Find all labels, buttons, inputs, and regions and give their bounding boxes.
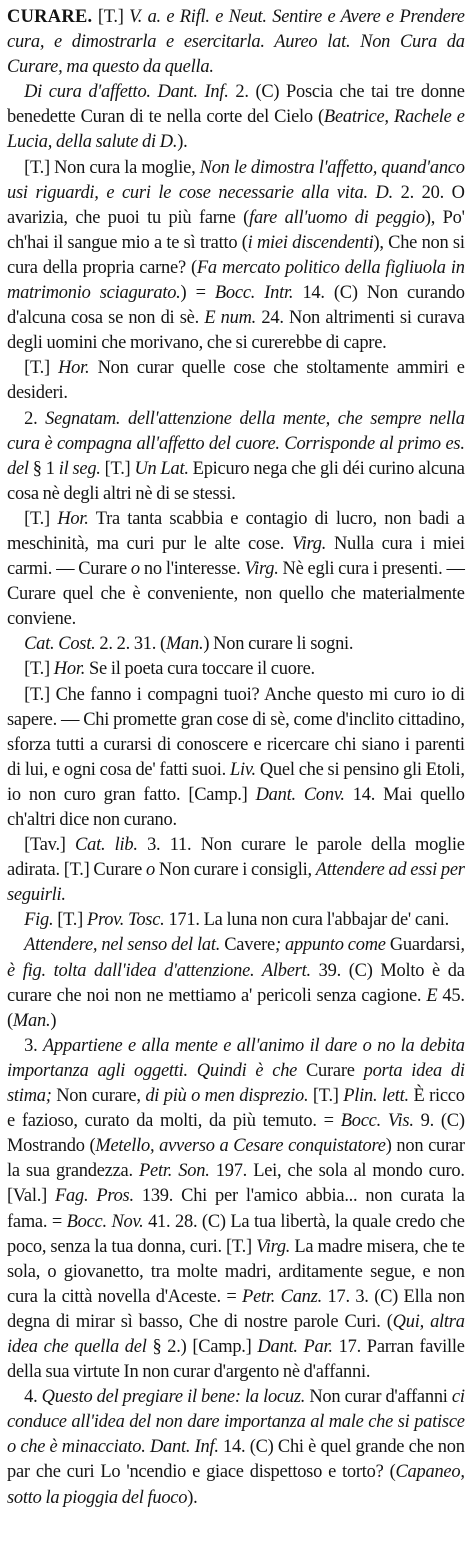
italic-run: Hor. [57, 507, 89, 529]
text-run: 197. Lei, che sola al mondo curo. [Val.] [7, 1160, 465, 1207]
text-run: [T.] [24, 507, 58, 529]
text-run: Non curare, [51, 1085, 146, 1107]
text-run: ) non curar la sua grandezza. [7, 1135, 465, 1182]
italic-run: Questo del pregiare il bene: la locuz. [41, 1386, 306, 1408]
text-run: 41. 28. (C) La tua libertà, la quale credo che poco, senza la tua donna, curi. [T.] [7, 1210, 465, 1257]
entry-sense-paragraph [7, 631, 465, 656]
italic-run: Qui, altra idea che quella del [7, 1310, 465, 1357]
entry-sense-paragraph [7, 832, 465, 907]
text-run: Nulla cura i miei carmi. — Curare [7, 532, 465, 580]
italic-run: V. a. e Rifl. e Neut. Sentire e Avere e Prendere cura, e dimostrarla e esercitarla. Aureo lat. Non Cura da Curare, ma questo da quella. [7, 6, 465, 78]
text-run: Epicuro nega che gli déi curino alcuna cosa nè degli altri nè di se stessi. [7, 457, 465, 504]
text-run: 24. Non altrimenti si curava degli uomini che morivano, che si curerebbe di capre. [7, 307, 465, 354]
italic-run: Virg. [244, 558, 279, 580]
italic-run: Bocc. Nov. [66, 1210, 144, 1232]
text-run: La madre misera, che te sola, o giovanetto, tra molte madri, arditamente segue, e non cura la città novella d'Aceste. = [7, 1235, 465, 1307]
text-run: ). [187, 1486, 198, 1508]
text-run: Non curare i consigli, [154, 859, 316, 881]
italic-run: Beatrice, Rachele e Lucia, della salute di D. [7, 106, 465, 153]
text-run: Guardarsi [385, 934, 461, 956]
text-run: 9. (C) Mostrando ( [7, 1110, 465, 1157]
text-run: Curare [297, 1059, 364, 1081]
text-run: 4. [24, 1386, 42, 1408]
entry-definition-paragraph [7, 4, 465, 79]
italic-run: E num. [204, 307, 257, 329]
italic-run: i miei discendenti [247, 231, 374, 253]
italic-run: Hor. [53, 658, 86, 680]
entry-sense-3-paragraph [7, 1033, 465, 1384]
italic-run: fare all'uomo di peggio [249, 206, 425, 228]
italic-run: Dant. Par. [257, 1335, 333, 1357]
italic-run: Virg. [256, 1235, 291, 1257]
entry-sense-paragraph [7, 155, 465, 356]
text-run: [T.] [24, 357, 59, 379]
text-run: 2. 2. 31. ( [95, 633, 166, 655]
text-run: 2. (C) Poscia che tai tre donne benedette Curan di te nella corte del Cielo ( [7, 81, 465, 128]
italic-run: , è fig. tolta dall'idea d'attenzione. Albert. [7, 934, 465, 981]
text-run: Non curar d'affanni [305, 1386, 452, 1408]
text-run: [T.] [92, 6, 130, 27]
text-run: [T.] [24, 658, 54, 680]
italic-run: Un Lat. [134, 457, 189, 479]
entry-sense-paragraph [7, 932, 465, 1032]
text-run: 17. 3. (C) Ella non degna di mirar sì basso, Che di nostre parole Curi. ( [7, 1285, 465, 1332]
text-run: 14. (C) Non curando d'alcuna cosa se non di sè. [7, 282, 465, 329]
text-run: Quel che si pensino gli Etoli, io non curo gran fatto. [Camp.] [7, 758, 465, 805]
entry-sense-paragraph [7, 682, 465, 833]
italic-run: Petr. Canz. [242, 1285, 322, 1307]
text-run: [T.] [100, 457, 135, 479]
italic-run: ; appunto come [274, 934, 386, 956]
italic-run: ci conduce all'idea del non dare importanza al male che si patisce o che è minacciato. Dant. Inf. [7, 1386, 465, 1458]
text-run: § 2.) [Camp.] [146, 1335, 258, 1357]
text-run: Non curar quelle cose che stoltamente ammiri e desideri. [7, 357, 465, 404]
italic-run: Cat. Cost. [24, 633, 96, 655]
text-run: 39. (C) Molto è da curare che noi non ne mettiamo a' pericoli senza cagione. [7, 959, 465, 1006]
text-run: 2. [24, 407, 46, 429]
italic-run: Fa mercato politico della figliuola in matrimonio sciagurato. [7, 256, 465, 304]
italic-run: Segnatam. dell'attenzione della mente, che sempre nella cura è compagna all'affetto del cuore. Corrisponde al primo es. del [7, 407, 465, 479]
italic-run: Appartiene e alla mente e all'animo il dare o no la debita importanza agli oggetti. Quindi è che [7, 1034, 465, 1081]
italic-run: Capaneo, sotto la pioggia del fuoco [7, 1461, 465, 1508]
entry-sense-paragraph [7, 355, 465, 405]
italic-run: Man. [12, 1009, 51, 1031]
italic-run: porta idea di stima; [7, 1059, 465, 1107]
italic-run: Hor. [58, 357, 90, 379]
entry-sense-paragraph [7, 506, 465, 631]
italic-run: Bocc. Vis. [340, 1110, 414, 1132]
text-run: [T.] [308, 1085, 344, 1107]
italic-run: il seg. [58, 457, 101, 479]
text-run: È ricco e fazioso, curato da molti, da più temuto. = [7, 1085, 465, 1132]
text-run: Tra tanta scabbia e contagio di lucro, non badi a meschinità, ma curi pur le alte cose. [7, 507, 465, 554]
text-run: [T.] Non cura la moglie, [24, 156, 200, 178]
text-run: no l'interesse. [139, 558, 245, 580]
text-run: 2. 20. O avarizia, che puoi tu più farne ( [7, 181, 465, 228]
italic-run: Dant. Conv. [255, 783, 345, 805]
entry-sense-2-paragraph [7, 406, 465, 506]
text-run: ) Non curare li sogni. [203, 633, 354, 655]
entry-sense-paragraph [7, 656, 465, 681]
italic-run: E [426, 984, 438, 1006]
text-run: 171. La luna non cura l'abbajar de' cani. [164, 909, 449, 931]
italic-run: di più o men disprezio. [145, 1085, 309, 1107]
italic-run: Cat. lib. [75, 834, 138, 856]
italic-run: Di cura d'affetto. Dant. Inf. [24, 81, 229, 103]
text-run: ), Po' ch'hai il sangue mio a te sì tratto ( [7, 206, 465, 253]
text-run: Se il poeta cura toccare il cuore. [85, 658, 315, 680]
entry-headword: CURARE. [7, 6, 93, 27]
italic-run: Prov. Tosc. [86, 909, 165, 931]
entry-sense-4-paragraph [7, 1384, 465, 1509]
text-run: Cavere [220, 934, 275, 956]
text-run: 45. ( [7, 984, 465, 1031]
text-run: [Tav.] [24, 834, 76, 856]
italic-run: Attendere ad essi per seguirli. [7, 859, 465, 906]
text-run: § 1 [28, 457, 59, 479]
italic-run: Metello, avverso a Cesare conquistatore [95, 1135, 386, 1157]
text-run: [T.] Che fanno i compagni tuoi? Anche questo mi curo io di sapere. — Chi promette gran cose di sè, come d'inclito cittadino, sforza tutti a curarsi di conoscere e ricercare chi siano i parenti di lui, e ogni cosa de' fatti suoi. [7, 683, 465, 780]
entry-figurative-paragraph [7, 907, 465, 932]
italic-run: o [130, 558, 140, 580]
text-run: ), Che non si cura della propria carne? ( [7, 231, 465, 278]
text-run: ) [50, 1009, 57, 1031]
italic-run: Plin. lett. [343, 1085, 409, 1107]
text-run: 14. (C) Chi è quel grande che non par che curi Lo 'ncendio e giace dispettoso e torto? ( [7, 1436, 465, 1483]
italic-run: Virg. [292, 532, 327, 554]
text-run: ). [177, 131, 188, 153]
italic-run: Fig. [24, 909, 54, 931]
text-run: [T.] [53, 909, 87, 931]
italic-run: o [146, 859, 155, 881]
text-run: Nè egli cura i presenti. — Curare quel che è conveniente, non quello che materialmente conviene. [7, 558, 465, 630]
text-run: 139. Chi per l'amico abbia... non curata la fama. = [7, 1185, 465, 1232]
italic-run: Petr. Son. [139, 1160, 210, 1182]
italic-run: Bocc. Intr. [214, 282, 294, 304]
italic-run: Liv. [230, 758, 256, 780]
dictionary-entry-curare [7, 4, 465, 1510]
italic-run: Man. [165, 633, 204, 655]
entry-sense-paragraph [7, 79, 465, 154]
text-run: 17. Parran faville della sua virtute In non curar d'argento nè d'affanni. [7, 1335, 465, 1383]
italic-run: Attendere, nel senso del lat. [24, 934, 221, 956]
text-run: 14. Mai quello ch'altri dice non curano. [7, 783, 465, 830]
text-run: 3. 11. Non curare le parole della moglie adirata. [T.] Curare [7, 834, 465, 881]
italic-run: Non le dimostra l'affetto, quand'anco usi riguardi, e curi le cose necessarie alla vita. D. [7, 156, 465, 203]
italic-run: Fag. Pros. [55, 1185, 134, 1207]
text-run: 3. [24, 1034, 44, 1056]
text-run: ) = [180, 282, 215, 304]
